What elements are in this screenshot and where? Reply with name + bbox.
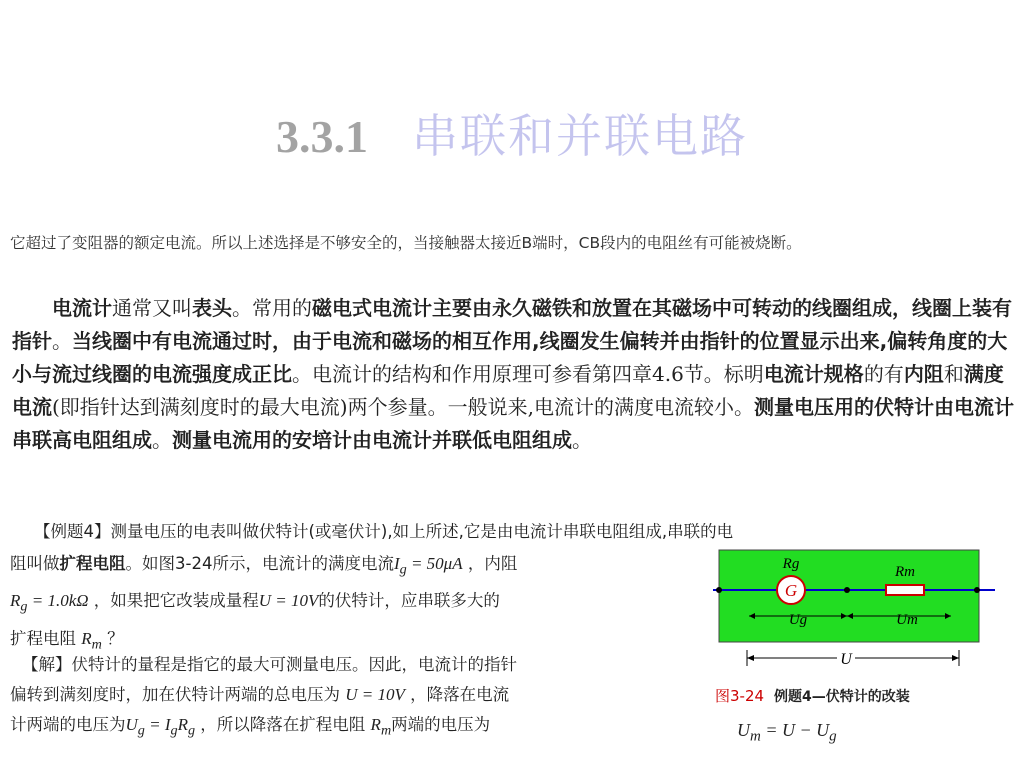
node-right xyxy=(974,587,980,593)
node-left xyxy=(716,587,722,593)
figure-number: 图3-24 xyxy=(715,687,765,705)
paragraph-galvanometer: 电流计通常又叫表头。常用的磁电式电流计主要由永久磁铁和放置在其磁场中可转动的线圈组成，线圈上装有指针。当线圈中有电流通过时，由于电流和磁场的相互作用,线圈发生偏转并由指针的位置显示出来,偏转角度的大小与流过线圈的电流强度成正比。电流计的结构和作用原理可参看第四章4.6节。标明电流计规格的有内阻和满度电流(即指针达到满刻度时的最大电流)两个参量。一般说来,电流计的满度电流较小。测量电压用的伏特计由电流计串联高电阻组成。测量电流用的安培计由电流计并联低电阻组成。 xyxy=(12,296,1014,452)
circuit-diagram xyxy=(713,546,995,672)
node-mid xyxy=(844,587,850,593)
u-arrow-left xyxy=(747,655,754,661)
resistor-symbol xyxy=(886,585,924,595)
figure-caption-text: 例题4—伏特计的改装 xyxy=(774,689,910,705)
ug-label: Ug xyxy=(788,612,808,628)
example-body: 阻叫做扩程电阻。如图3-24所示，电流计的满度电流$I_g = 50\mu A$ ，内阻 $R_g = 1.0k\Omega$ ，如果把它改装成量程U = 10V的伏特计，应串联多大的 扩程电阻 $R_m$ ？ xyxy=(10,554,518,653)
galvanometer-label: G xyxy=(784,581,798,600)
solution-body: 【解】伏特计的量程是指它的最大可测量电压。因此，电流计的指针 偏转到满刻度时，加在伏特计两端的总电压为 U = 10V ，降落在电流 计两端的电压为$U_g = I_gR_g$ ，所以降落在扩程电阻 $R_m$两端的电压为 xyxy=(10,655,517,739)
circuit-box xyxy=(719,550,979,642)
section-title: 串联和并联电路 xyxy=(412,109,748,163)
formula-um: $U_m = U - U_g$ xyxy=(737,720,837,745)
rm-label: Rm xyxy=(895,564,915,580)
paragraph-carryover: 它超过了变阻器的额定电流。所以上述选择是不够安全的，当接触器太接近B端时，CB段内的电阻丝有可能被烧断。 xyxy=(10,234,802,252)
example-line-1: 【例题4】测量电压的电表叫做伏特计(或毫伏计),如上所述,它是由电流计串联电阻组成,串联的电 xyxy=(34,522,734,541)
um-label: Um xyxy=(896,612,918,628)
section-number: 3.3.1 xyxy=(276,111,368,162)
u-label: U xyxy=(840,651,852,668)
slide-title xyxy=(0,106,1024,167)
figure-caption xyxy=(715,685,910,706)
rg-label: Rg xyxy=(782,556,800,572)
u-arrow-right xyxy=(952,655,959,661)
